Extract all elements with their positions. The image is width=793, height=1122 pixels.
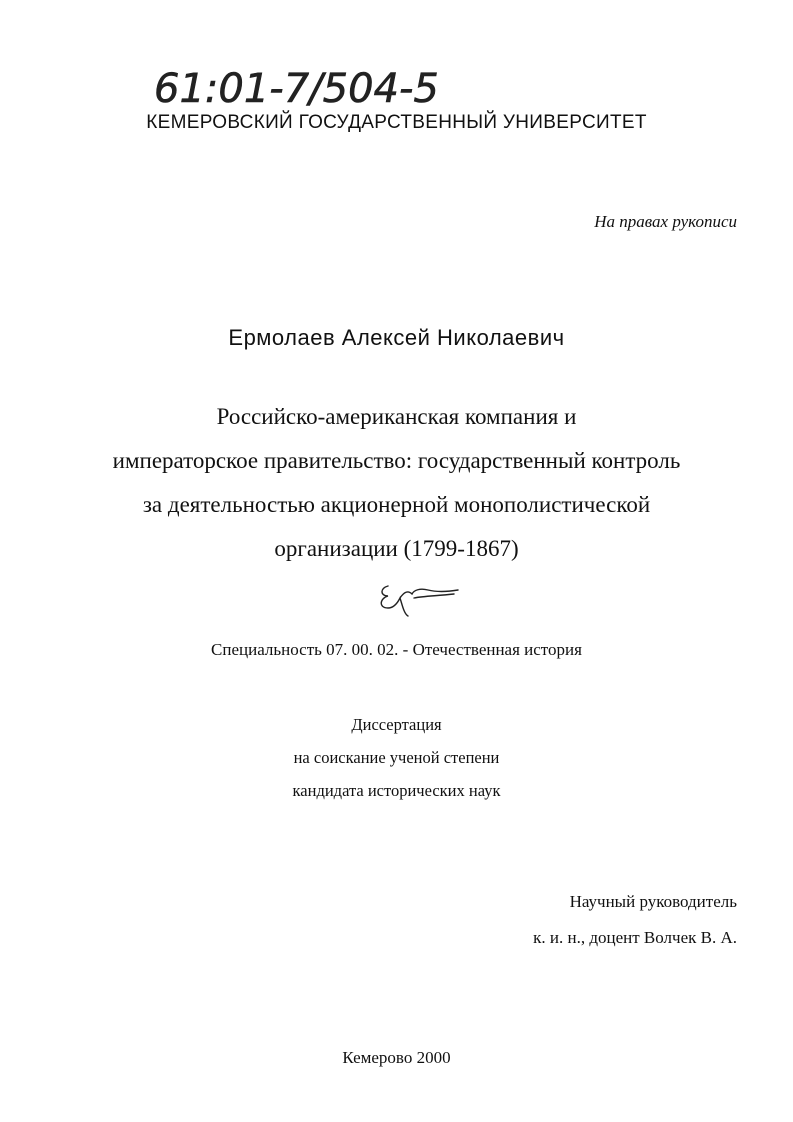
signature-drawing <box>374 578 464 618</box>
title-line-4: организации (1799-1867) <box>274 536 519 561</box>
title-line-3: за деятельностью акционерной монополистической <box>142 492 651 517</box>
supervisor-label: Научный руководитель <box>569 892 737 911</box>
degree-info <box>0 708 793 807</box>
author-name: Ермолаев Алексей Николаевич <box>228 325 565 350</box>
title-line-2: императорское правительство: государственный контроль <box>112 448 681 473</box>
specialty: Специальность 07. 00. 02. - Отечественная история <box>211 640 582 659</box>
degree-line-1: Диссертация <box>351 715 442 734</box>
supervisor-name: к. и. н., доцент Волчек В. А. <box>533 928 737 947</box>
university-name: КЕМЕРОВСКИЙ ГОСУДАРСТВЕННЫЙ УНИВЕРСИТЕТ <box>146 112 647 133</box>
degree-line-3: кандидата исторических наук <box>292 781 501 800</box>
degree-line-2: на соискание ученой степени <box>293 748 500 767</box>
author-signature <box>374 578 464 618</box>
supervisor-block <box>533 884 737 956</box>
handwritten-shelfmark-drawing <box>150 60 530 120</box>
city-year: Кемерово 2000 <box>342 1048 451 1067</box>
handwritten-shelfmark-text: 61:01-7/504-5 <box>154 66 439 112</box>
title-line-1: Российско-американская компания и <box>216 404 577 429</box>
dissertation-title <box>0 395 793 571</box>
rights-note: На правах рукописи <box>594 212 737 231</box>
handwritten-shelfmark <box>150 60 530 120</box>
